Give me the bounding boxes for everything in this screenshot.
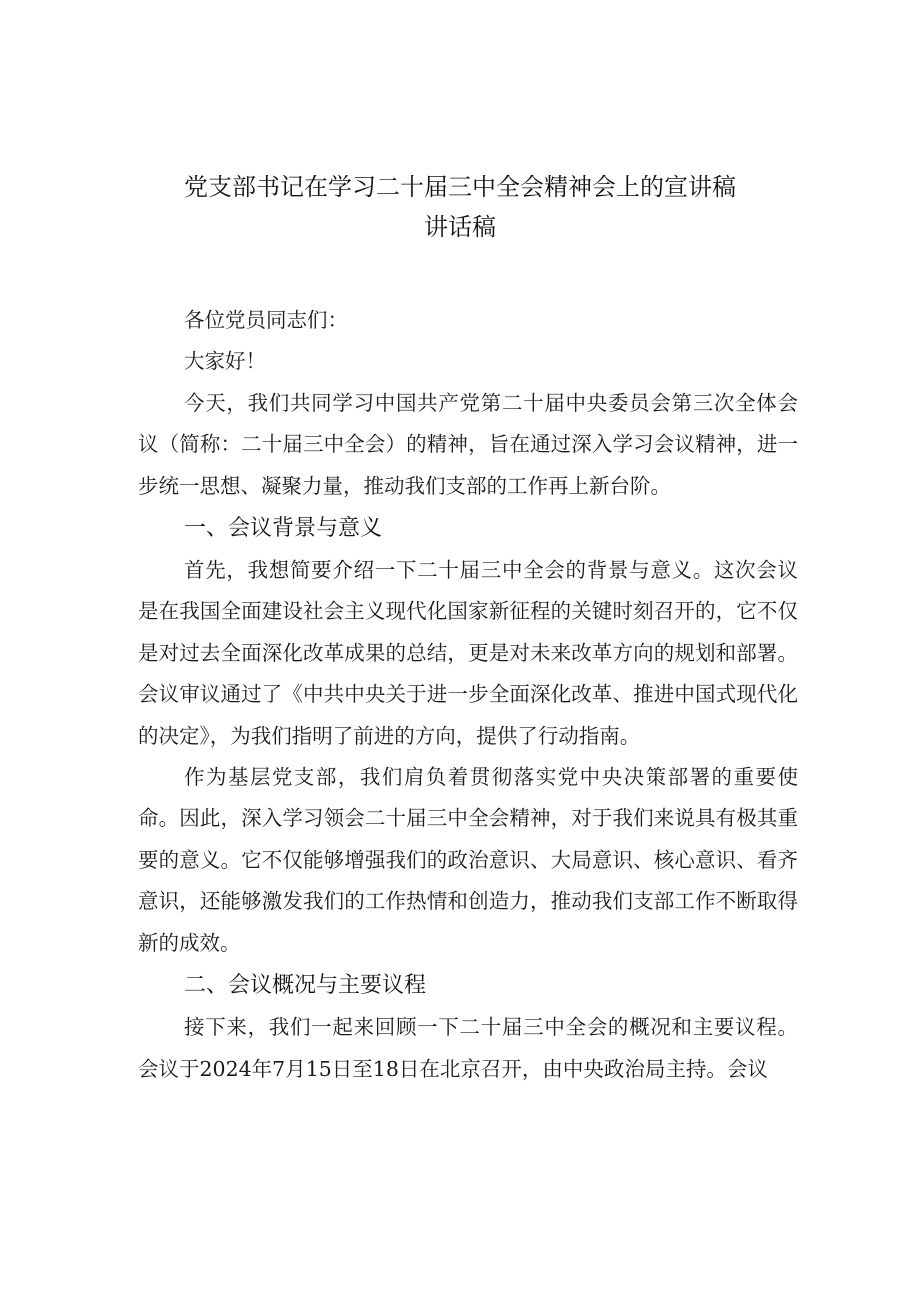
document-body xyxy=(138,300,798,1090)
salutation: 各位党员同志们： xyxy=(184,308,348,332)
section-1-paragraph-2: 作为基层党支部，我们肩负着贯彻落实党中央决策部署的重要使命。因此，深入学习领会二十届三中全会精神，对于我们来说具有极其重要的意义。它不仅能够增强我们的政治意识、大局意识、核心意识、看齐意识，还能够激发我们的工作热情和创造力，推动我们支部工作不断取得新的成效。 xyxy=(138,765,798,955)
intro-paragraph: 今天，我们共同学习中国共产党第二十届中央委员会第三次全体会议（简称：二十届三中全会）的精神，旨在通过深入学习会议精神，进一步统一思想、凝聚力量，推动我们支部的工作再上新台阶。 xyxy=(138,390,798,498)
section-1-paragraph-1: 首先，我想简要介绍一下二十届三中全会的背景与意义。这次会议是在我国全面建设社会主义现代化国家新征程的关键时刻召开的，它不仅是对过去全面深化改革成果的总结，更是对未来改革方向的规划和部署。会议审议通过了《中共中央关于进一步全面深化改革、推进中国式现代化的决定》，为我们指明了前进的方向，提供了行动指南。 xyxy=(138,558,798,748)
section-2-paragraph-1: 接下来，我们一起来回顾一下二十届三中全会的概况和主要议程。会议于2024年7月15日至18日在北京召开，由中央政治局主持。会议 xyxy=(138,1015,798,1081)
greeting: 大家好！ xyxy=(184,349,266,374)
document-subtitle: 讲话稿 xyxy=(424,213,496,241)
section-2-heading: 二、会议概况与主要议程 xyxy=(184,973,427,999)
section-1-heading: 一、会议背景与意义 xyxy=(184,516,383,542)
document-title: 党支部书记在学习二十届三中全会精神会上的宣讲稿 xyxy=(184,173,736,201)
